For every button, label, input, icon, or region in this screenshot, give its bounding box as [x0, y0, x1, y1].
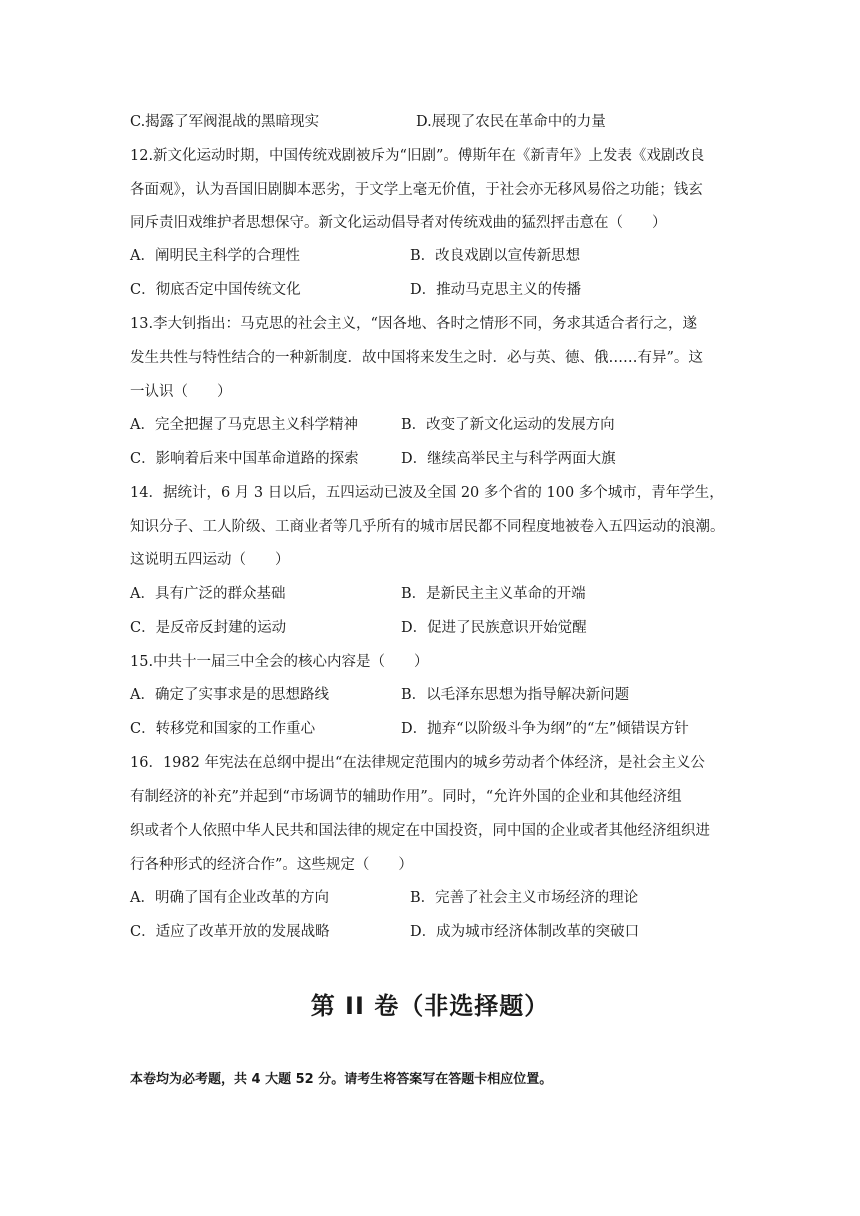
q12-stem-line-2: 各面观》，认为吾国旧剧脚本恶劣，于文学上毫无价值，于社会亦无移风易俗之功能；钱玄	[130, 182, 703, 198]
q14-stem-line-2: 知识分子、工人阶级、工商业者等几乎所有的城市居民都不同程度地被卷入五四运动的浪潮。	[130, 519, 725, 535]
q14-option-d[interactable]: D．促进了民族意识开始觉醒	[401, 620, 587, 636]
q13-stem-line-1: 13.李大钊指出：马克思的社会主义，“因各地、各时之情形不同，务求其适合者行之，遂	[130, 316, 697, 332]
q16-options-ab	[130, 888, 736, 908]
q11-option-c[interactable]: C.揭露了军阀混战的黑暗现实	[130, 114, 320, 130]
section-2-instruction: 本卷均为必考题，共 4 大题 52 分。请考生将答案写在答题卡相应位置。	[130, 1072, 553, 1087]
q14-option-b[interactable]: B．是新民主主义革命的开端	[401, 586, 586, 602]
q13-options-ab	[130, 415, 736, 435]
q15-option-a[interactable]: A．确定了实事求是的思想路线	[130, 687, 329, 703]
q13-option-c[interactable]: C．影响着后来中国革命道路的探索	[130, 451, 359, 467]
q16-stem-line-2: 有制经济的补充”并起到“市场调节的辅助作用”。同时，“允许外国的企业和其他经济组	[130, 789, 682, 805]
q15-option-d[interactable]: D．抛弃“以阶级斗争为纲”的“左”倾错误方针	[401, 721, 689, 737]
q15-stem-line-1: 15.中共十一届三中全会的核心内容是（ ）	[130, 654, 429, 670]
q13-options-cd	[130, 449, 736, 469]
q14-stem-line-3: 这说明五四运动（ ）	[130, 552, 290, 568]
q16-option-b[interactable]: B．完善了社会主义市场经济的理论	[410, 890, 639, 906]
q13-option-a[interactable]: A．完全把握了马克思主义科学精神	[130, 417, 358, 433]
q14-options-ab	[130, 584, 736, 604]
q14-options-cd	[130, 618, 736, 638]
q12-option-a[interactable]: A．阐明民主科学的合理性	[130, 248, 300, 264]
q15-option-c[interactable]: C．转移党和国家的工作重心	[130, 721, 316, 737]
q12-options-ab	[130, 246, 736, 266]
q12-stem-line-1: 12.新文化运动时期，中国传统戏剧被斥为“旧剧”。傅斯年在《新青年》上发表《戏剧改良	[130, 148, 705, 164]
q13-stem-line-3: 一认识（ ）	[130, 384, 232, 400]
q12-option-b[interactable]: B．改良戏剧以宣传新思想	[410, 248, 581, 264]
q13-option-d[interactable]: D．继续高举民主与科学两面大旗	[401, 451, 616, 467]
q11-options-cd	[130, 112, 736, 132]
q15-option-b[interactable]: B．以毛泽东思想为指导解决新问题	[401, 687, 630, 703]
q12-option-d[interactable]: D．推动马克思主义的传播	[410, 282, 582, 298]
q11-option-d[interactable]: D.展现了农民在革命中的力量	[416, 114, 606, 130]
q16-stem-line-3: 织或者个人依照中华人民共和国法律的规定在中国投资，同中国的企业或者其他经济组织进	[130, 823, 710, 839]
q13-stem-line-2: 发生共性与特性结合的一种新制度．故中国将来发生之时．必与英、德、俄……有异”。这	[130, 350, 703, 366]
q16-option-d[interactable]: D．成为城市经济体制改革的突破口	[410, 924, 640, 940]
q16-stem-line-1: 16．1982 年宪法在总纲中提出“在法律规定范围内的城乡劳动者个体经济，是社会主义公	[130, 755, 705, 771]
q12-option-c[interactable]: C．彻底否定中国传统文化	[130, 282, 301, 298]
q12-stem-line-3: 同斥责旧戏维护者思想保守。新文化运动倡导者对传统戏曲的猛烈抨击意在（ ）	[130, 215, 667, 231]
q12-options-cd	[130, 280, 736, 300]
section-2-title: 第 II 卷（非选择题）	[310, 992, 550, 1020]
q15-options-ab	[130, 685, 736, 705]
q15-options-cd	[130, 719, 736, 739]
q16-stem-line-4: 行各种形式的经济合作”。这些规定（ ）	[130, 857, 413, 873]
q13-option-b[interactable]: B．改变了新文化运动的发展方向	[401, 417, 615, 433]
q14-option-c[interactable]: C．是反帝反封建的运动	[130, 620, 287, 636]
q16-options-cd	[130, 922, 736, 942]
q14-stem-line-1: 14．据统计，6 月 3 日以后，五四运动已波及全国 20 多个省的 100 多个城市，青年学生，	[130, 485, 724, 501]
q16-option-a[interactable]: A．明确了国有企业改革的方向	[130, 890, 329, 906]
q16-option-c[interactable]: C．适应了改革开放的发展战略	[130, 924, 330, 940]
q14-option-a[interactable]: A．具有广泛的群众基础	[130, 586, 286, 602]
